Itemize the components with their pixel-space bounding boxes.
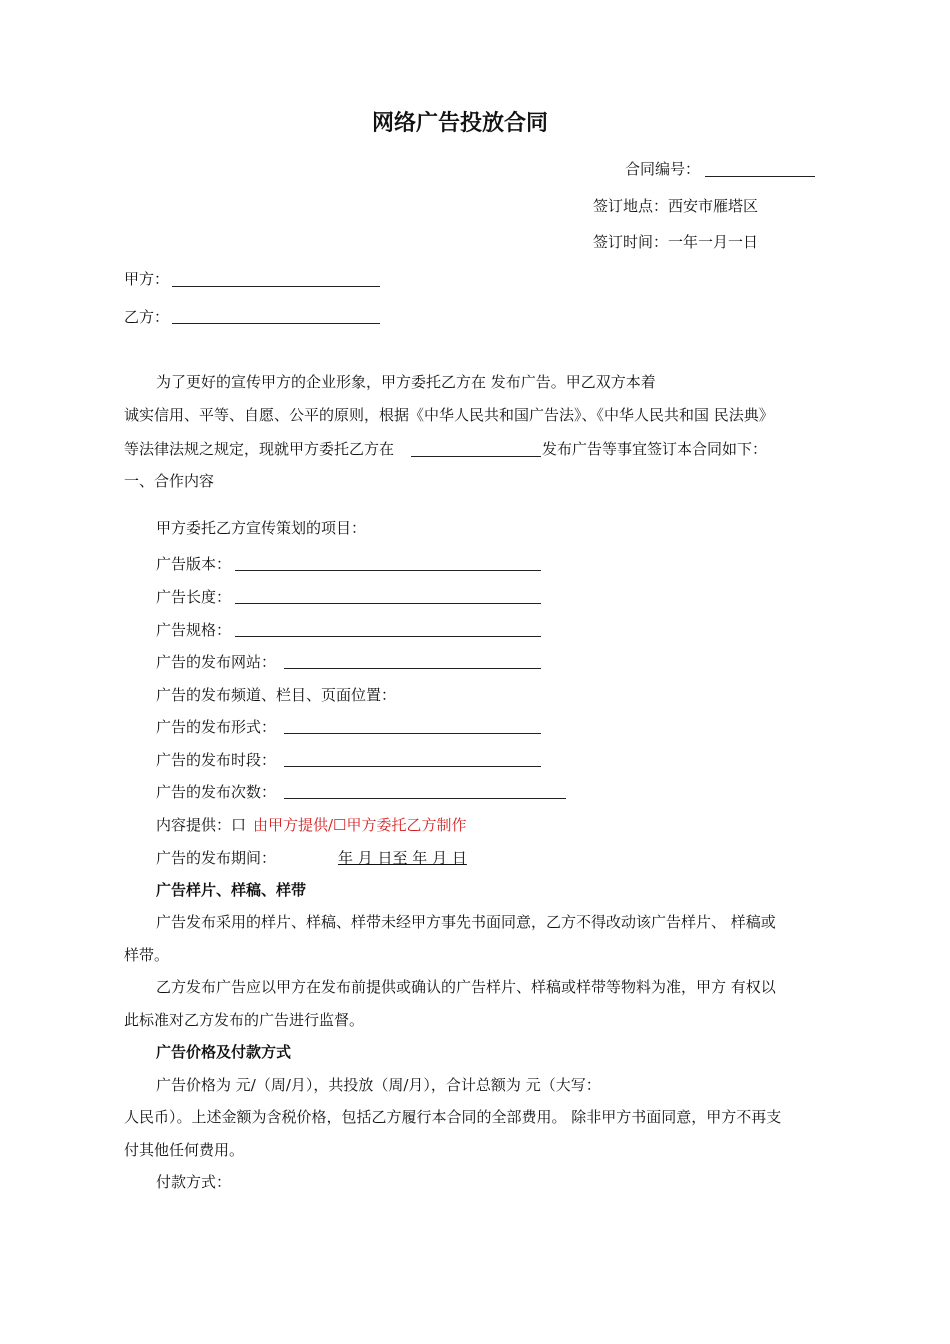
preamble-line-3a: 等法律法规之规定，现就甲方委托乙方在 (124, 440, 395, 458)
ad-version-label: 广告版本： (156, 555, 232, 573)
party-b-label: 乙方： (124, 308, 170, 326)
pricing-line2: 人民币）。上述金额为含税价格，包括乙方履行本合同的全部费用。 除非甲方书面同意，甲方不再支 (124, 1108, 782, 1126)
samples-p1-line1: 广告发布采用的样片、样稿、样带未经甲方事先书面同意，乙方不得改动该广告样片、 样稿或 (156, 913, 776, 931)
ad-term-label: 广告的发布期间： (156, 849, 277, 867)
ad-version-blank[interactable] (235, 570, 541, 571)
party-a-label: 甲方： (124, 270, 170, 288)
publish-platform-blank[interactable] (411, 456, 541, 457)
pricing-line3: 付其他任何费用。 (124, 1141, 245, 1159)
signing-time: 签订时间：一年一月一日 (593, 233, 759, 251)
samples-p2-line2: 此标准对乙方发布的广告进行监督。 (124, 1011, 365, 1029)
ad-period-label: 广告的发布时段： (156, 751, 277, 769)
samples-heading: 广告样片、样稿、样带 (156, 881, 307, 899)
samples-p2-line1: 乙方发布广告应以甲方在发布前提供或确认的广告样片、样稿或样带等物料为准，甲方 有权以 (156, 978, 776, 996)
signing-place: 签订地点：西安市雁塔区 (593, 197, 759, 215)
preamble-line-1: 为了更好的宣传甲方的企业形象，甲方委托乙方在 发布广告。甲乙双方本着 (156, 373, 656, 391)
contract-number-label: 合同编号： (625, 160, 701, 178)
ad-form-blank[interactable] (284, 733, 541, 734)
ad-length-label: 广告长度： (156, 588, 232, 606)
section-cooperation-heading: 一、合作内容 (124, 472, 215, 490)
document-title: 网络广告投放合同 (372, 110, 549, 136)
ad-spec-label: 广告规格： (156, 621, 232, 639)
content-provision-options[interactable]: 由甲方提供/☐甲方委托乙方制作 (253, 816, 467, 834)
contract-number-blank[interactable] (705, 176, 815, 177)
ad-length-blank[interactable] (235, 603, 541, 604)
preamble-line-3b: 发布广告等事宜签订本合同如下： (542, 440, 768, 458)
payment-method-label: 付款方式： (156, 1173, 232, 1191)
ad-count-blank[interactable] (284, 798, 566, 799)
party-a-blank[interactable] (172, 286, 380, 287)
content-provision-label: 内容提供：口 (156, 816, 247, 834)
ad-term-value: 年 月 日至 年 月 日 (338, 849, 467, 867)
ad-count-label: 广告的发布次数： (156, 783, 277, 801)
project-intro: 甲方委托乙方宣传策划的项目： (156, 519, 367, 537)
pricing-heading: 广告价格及付款方式 (156, 1043, 292, 1061)
ad-site-label: 广告的发布网站： (156, 653, 277, 671)
ad-channel-label: 广告的发布频道、栏目、页面位置： (156, 686, 397, 704)
samples-p1-line2: 样带。 (124, 946, 170, 964)
ad-spec-blank[interactable] (235, 636, 541, 637)
pricing-line1: 广告价格为 元/（周/月），共投放（周/月），合计总额为 元（大写： (156, 1076, 601, 1094)
ad-period-blank[interactable] (284, 766, 541, 767)
ad-site-blank[interactable] (284, 668, 541, 669)
preamble-line-2: 诚实信用、平等、自愿、公平的原则，根据《中华人民共和国广告法》、《中华人民共和国 民法典》 (124, 406, 774, 424)
party-b-blank[interactable] (172, 323, 380, 324)
ad-form-label: 广告的发布形式： (156, 718, 277, 736)
